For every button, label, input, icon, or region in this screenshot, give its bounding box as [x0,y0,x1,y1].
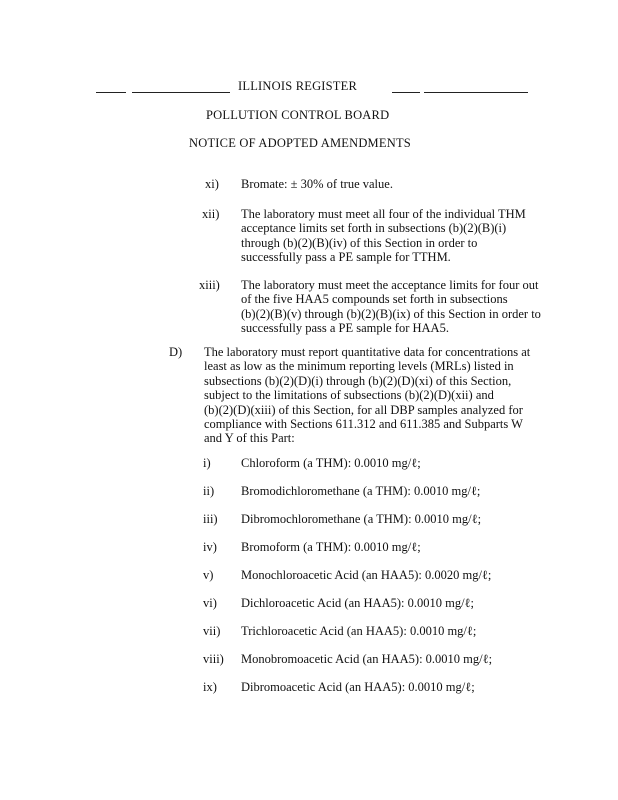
header-rule-right-short [392,92,420,93]
item-xiii-line-2: of the five HAA5 compounds set forth in subsections [241,292,508,307]
mrl-text-chloroform: Chloroform (a THM): 0.0010 mg/ℓ; [241,456,421,470]
paragraph-d-line-6: compliance with Sections 611.312 and 611.385 and Subparts W [204,417,523,432]
mrl-number-v: v) [203,568,214,582]
paragraph-d-number: D) [169,345,183,359]
mrl-text-monobromoacetic-acid: Monobromoacetic Acid (an HAA5): 0.0010 mg/ℓ; [241,652,493,666]
item-xiii-line-1: The laboratory must meet the acceptance limits for four out [241,278,539,292]
item-xiii-line-4: successfully pass a PE sample for HAA5. [241,321,449,336]
mrl-number-viii: viii) [203,652,224,666]
item-number-xii: xii) [202,207,220,221]
paragraph-d-line-1: The laboratory must report quantitative data for concentrations at [204,345,531,359]
mrl-number-iv: iv) [203,540,217,554]
paragraph-d-text [204,345,530,446]
mrl-text-dibromochloromethane: Dibromochloromethane (a THM): 0.0010 mg/ℓ; [241,512,482,526]
mrl-text-bromodichloromethane: Bromodichloromethane (a THM): 0.0010 mg/ℓ; [241,484,481,498]
item-text-xii [241,207,526,265]
item-xii-line-2: acceptance limits set forth in subsections (b)(2)(B)(i) [241,221,507,236]
mrl-number-vii: vii) [203,624,221,638]
paragraph-d-line-2: least as low as the minimum reporting levels (MRLs) listed in [204,359,514,374]
mrl-text-dichloroacetic-acid: Dichloroacetic Acid (an HAA5): 0.0010 mg/ℓ; [241,596,475,610]
item-xii-line-1: The laboratory must meet all four of the individual THM [241,207,526,221]
board-title: POLLUTION CONTROL BOARD [206,108,390,122]
item-text-xiii [241,278,541,336]
paragraph-d-line-3: subsections (b)(2)(D)(i) through (b)(2)(D)(xi) of this Section, [204,373,512,388]
item-xi-line-1: Bromate: ± 30% of true value. [241,177,393,191]
mrl-text-bromoform: Bromoform (a THM): 0.0010 mg/ℓ; [241,540,421,554]
mrl-text-dibromoacetic-acid: Dibromoacetic Acid (an HAA5): 0.0010 mg/ℓ; [241,680,475,694]
item-text-xi [241,177,393,191]
mrl-number-i: i) [203,456,211,470]
mrl-number-iii: iii) [203,512,218,526]
paragraph-d-line-4: subject to the limitations of subsections (b)(2)(D)(xii) and [204,388,494,403]
mrl-number-ii: ii) [203,484,215,498]
item-xiii-line-3: (b)(2)(B)(v) through (b)(2)(B)(ix) of this Section in order to [241,306,541,321]
paragraph-d-line-5: (b)(2)(D)(xiii) of this Section, for all DBP samples analyzed for [204,402,523,417]
paragraph-d-line-7: and Y of this Part: [204,431,295,446]
mrl-number-vi: vi) [203,596,217,610]
register-title: ILLINOIS REGISTER [238,79,358,93]
header-rule-right [424,92,528,93]
item-xii-line-3: through (b)(2)(B)(iv) of this Section in order to [241,235,478,250]
item-xii-line-4: successfully pass a PE sample for TTHM. [241,250,451,265]
header-rule-left [132,92,230,93]
header-rule-left-short [96,92,126,93]
mrl-text-trichloroacetic-acid: Trichloroacetic Acid (an HAA5): 0.0010 mg/ℓ; [241,624,477,638]
mrl-text-monochloroacetic-acid: Monochloroacetic Acid (an HAA5): 0.0020 mg/ℓ; [241,568,492,582]
notice-title: NOTICE OF ADOPTED AMENDMENTS [189,136,411,150]
item-number-xi: xi) [205,177,219,191]
item-number-xiii: xiii) [199,278,220,292]
mrl-number-ix: ix) [203,680,217,694]
